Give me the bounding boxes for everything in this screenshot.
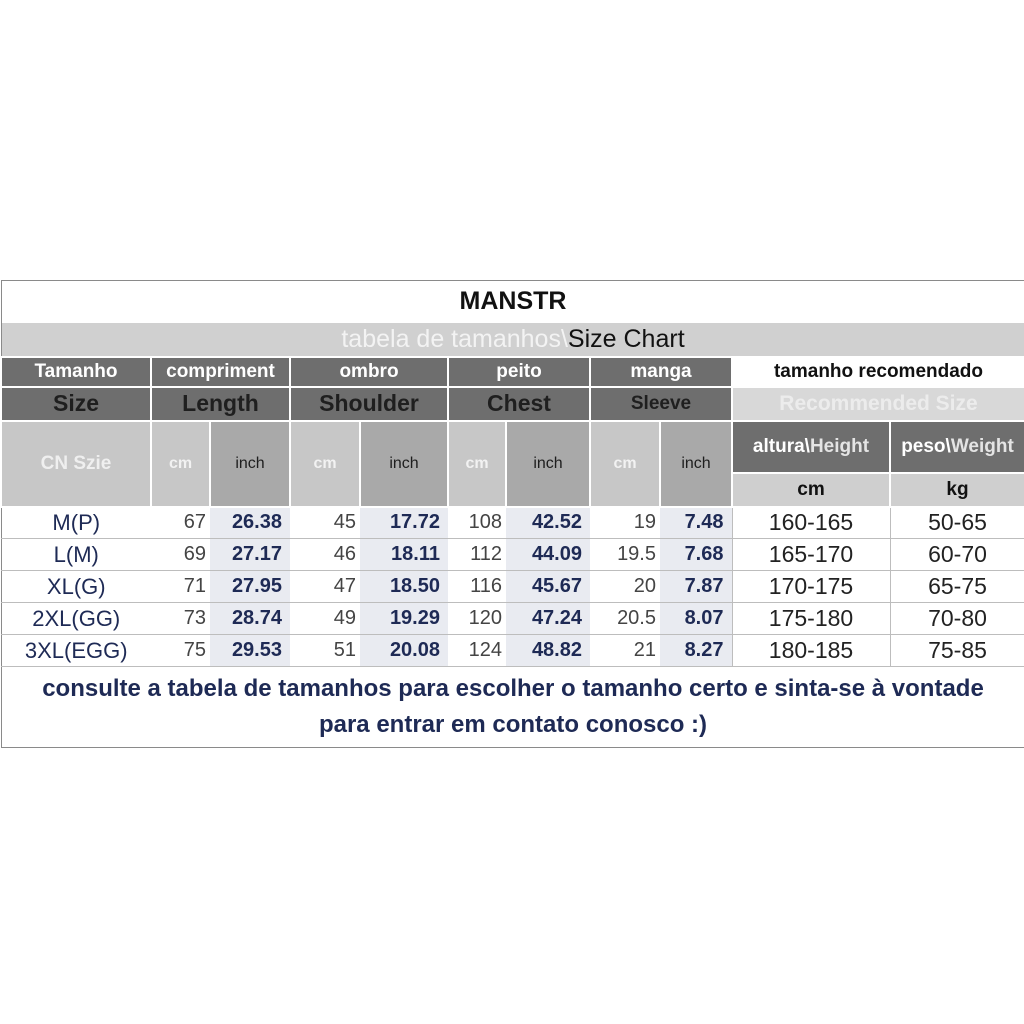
chest-cm-unit: cm bbox=[448, 421, 506, 507]
brand-title: MANSTR bbox=[1, 281, 1024, 323]
chest-cm-cell: 116 bbox=[448, 571, 506, 603]
chest-cm-cell: 112 bbox=[448, 539, 506, 571]
header-sleeve-pt: manga bbox=[590, 357, 732, 387]
sleeve-cm-unit: cm bbox=[590, 421, 660, 507]
chest-inch-cell: 47.24 bbox=[506, 603, 590, 635]
shoulder-inch-cell: 18.11 bbox=[360, 539, 448, 571]
shoulder-cm-cell: 51 bbox=[290, 635, 360, 667]
weight-cell: 70-80 bbox=[890, 603, 1024, 635]
weight-cell: 60-70 bbox=[890, 539, 1024, 571]
chest-cm-cell: 120 bbox=[448, 603, 506, 635]
size-cell: XL(G) bbox=[1, 571, 151, 603]
length-inch-cell: 29.53 bbox=[210, 635, 290, 667]
header-shoulder-en: Shoulder bbox=[290, 387, 448, 421]
header-shoulder-pt: ombro bbox=[290, 357, 448, 387]
weight-pt-label: peso\ bbox=[901, 435, 951, 457]
sleeve-inch-cell: 8.27 bbox=[660, 635, 732, 667]
shoulder-cm-unit: cm bbox=[290, 421, 360, 507]
sleeve-cm-cell: 19.5 bbox=[590, 539, 660, 571]
sleeve-cm-cell: 20 bbox=[590, 571, 660, 603]
sleeve-inch-cell: 8.07 bbox=[660, 603, 732, 635]
length-cm-cell: 71 bbox=[151, 571, 210, 603]
table-row bbox=[1, 571, 1024, 603]
height-pt-label: altura\ bbox=[752, 435, 810, 457]
shoulder-inch-cell: 17.72 bbox=[360, 507, 448, 539]
length-inch-cell: 26.38 bbox=[210, 507, 290, 539]
table-row bbox=[1, 603, 1024, 635]
chest-inch-cell: 45.67 bbox=[506, 571, 590, 603]
weight-cell: 50-65 bbox=[890, 507, 1024, 539]
size-cell: M(P) bbox=[1, 507, 151, 539]
sleeve-inch-cell: 7.48 bbox=[660, 507, 732, 539]
chest-cm-cell: 124 bbox=[448, 635, 506, 667]
shoulder-cm-cell: 47 bbox=[290, 571, 360, 603]
table-row bbox=[1, 539, 1024, 571]
length-cm-cell: 75 bbox=[151, 635, 210, 667]
header-recommended-en: Recommended Size bbox=[732, 387, 1024, 421]
weight-unit: kg bbox=[890, 473, 1024, 507]
shoulder-inch-cell: 18.50 bbox=[360, 571, 448, 603]
header-size-en: Size bbox=[1, 387, 151, 421]
table-row bbox=[1, 635, 1024, 667]
chest-inch-unit: inch bbox=[506, 421, 590, 507]
height-header bbox=[732, 421, 890, 473]
footer-note: consulte a tabela de tamanhos para escolher o tamanho certo e sinta-se à vontade para entrar em contato conosco :) bbox=[42, 675, 984, 738]
sleeve-cm-cell: 19 bbox=[590, 507, 660, 539]
chest-inch-cell: 44.09 bbox=[506, 539, 590, 571]
shoulder-cm-cell: 45 bbox=[290, 507, 360, 539]
height-cell: 180-185 bbox=[732, 635, 890, 667]
shoulder-inch-cell: 19.29 bbox=[360, 603, 448, 635]
size-chart-banner bbox=[1, 323, 1024, 357]
shoulder-cm-cell: 46 bbox=[290, 539, 360, 571]
length-inch-cell: 28.74 bbox=[210, 603, 290, 635]
size-chart-table bbox=[0, 280, 1024, 748]
cn-size-label: CN Szie bbox=[1, 421, 151, 507]
height-cell: 165-170 bbox=[732, 539, 890, 571]
sleeve-inch-cell: 7.87 bbox=[660, 571, 732, 603]
shoulder-cm-cell: 49 bbox=[290, 603, 360, 635]
height-cell: 170-175 bbox=[732, 571, 890, 603]
weight-en-label: Weight bbox=[950, 435, 1014, 457]
table-row bbox=[1, 507, 1024, 539]
length-inch-unit: inch bbox=[210, 421, 290, 507]
length-cm-unit: cm bbox=[151, 421, 210, 507]
height-en-label: Height bbox=[809, 435, 870, 457]
chest-cm-cell: 108 bbox=[448, 507, 506, 539]
length-inch-cell: 27.95 bbox=[210, 571, 290, 603]
size-cell: 3XL(EGG) bbox=[1, 635, 151, 667]
header-length-en: Length bbox=[151, 387, 290, 421]
height-cell: 175-180 bbox=[732, 603, 890, 635]
shoulder-inch-cell: 20.08 bbox=[360, 635, 448, 667]
length-cm-cell: 69 bbox=[151, 539, 210, 571]
length-cm-cell: 73 bbox=[151, 603, 210, 635]
weight-cell: 75-85 bbox=[890, 635, 1024, 667]
size-cell: 2XL(GG) bbox=[1, 603, 151, 635]
sleeve-inch-cell: 7.68 bbox=[660, 539, 732, 571]
header-recommended-pt: tamanho recomendado bbox=[732, 357, 1024, 387]
length-inch-cell: 27.17 bbox=[210, 539, 290, 571]
shoulder-inch-unit: inch bbox=[360, 421, 448, 507]
header-chest-en: Chest bbox=[448, 387, 590, 421]
chest-inch-cell: 42.52 bbox=[506, 507, 590, 539]
sleeve-cm-cell: 21 bbox=[590, 635, 660, 667]
sleeve-cm-cell: 20.5 bbox=[590, 603, 660, 635]
banner-en-text: Size Chart bbox=[567, 324, 685, 353]
header-size-pt: Tamanho bbox=[1, 357, 151, 387]
header-chest-pt: peito bbox=[448, 357, 590, 387]
sleeve-inch-unit: inch bbox=[660, 421, 732, 507]
header-sleeve-en: Sleeve bbox=[590, 387, 732, 421]
size-cell: L(M) bbox=[1, 539, 151, 571]
height-unit: cm bbox=[732, 473, 890, 507]
header-length-pt: compriment bbox=[151, 357, 290, 387]
height-cell: 160-165 bbox=[732, 507, 890, 539]
weight-cell: 65-75 bbox=[890, 571, 1024, 603]
weight-header bbox=[890, 421, 1024, 473]
chest-inch-cell: 48.82 bbox=[506, 635, 590, 667]
length-cm-cell: 67 bbox=[151, 507, 210, 539]
banner-pt-text: tabela de tamanhos\ bbox=[341, 324, 568, 353]
